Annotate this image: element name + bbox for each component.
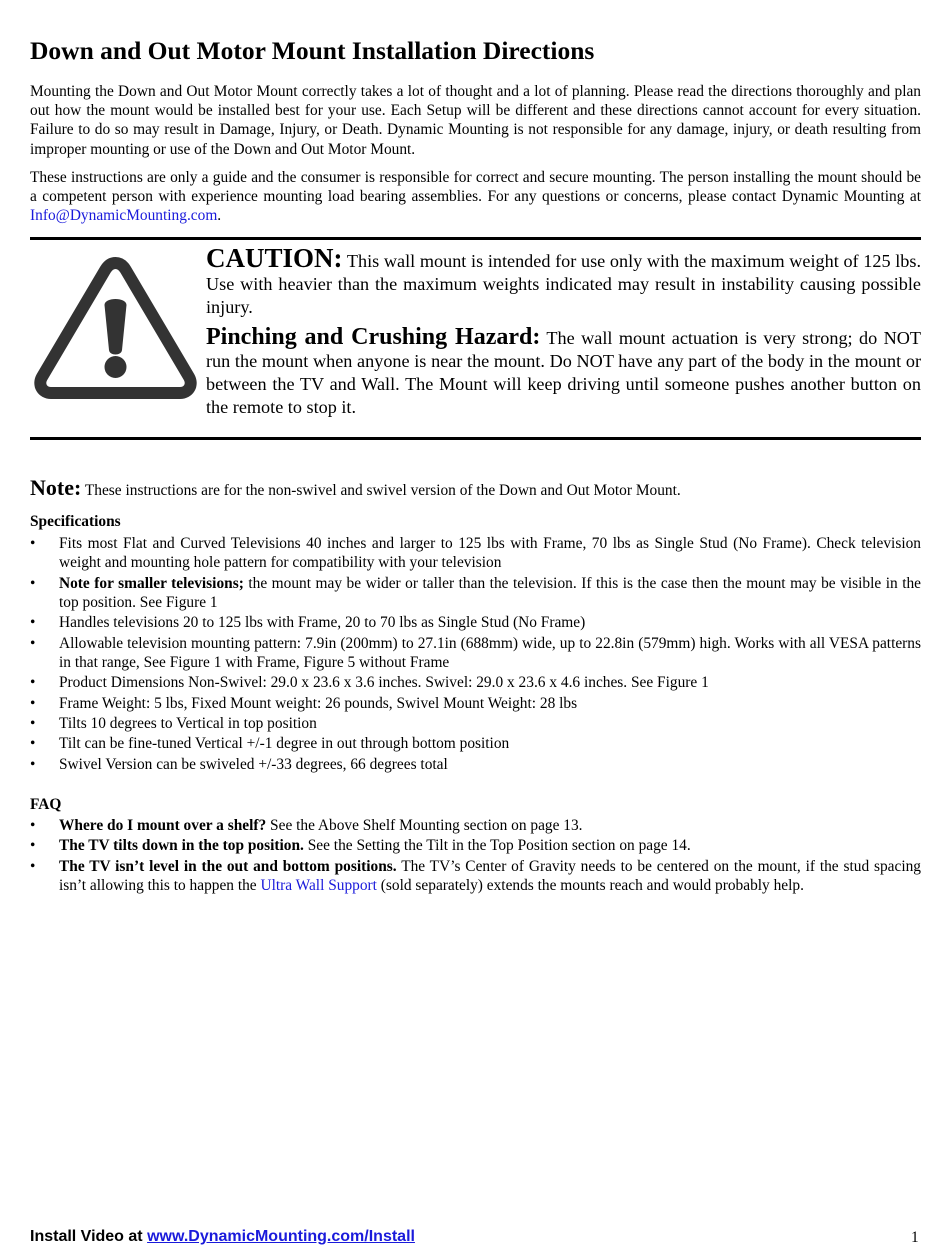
faq-question: Where do I mount over a shelf? — [59, 817, 267, 834]
spec-item-bold: Note for smaller televisions; — [59, 574, 244, 592]
page-number: 1 — [911, 1229, 919, 1246]
bullet: • — [30, 857, 36, 875]
caution-text: This wall mount is intended for use only with the maximum weight of 125 lbs. Use with heavier than the maximum weights indicated may result in instability causing possible injury. — [206, 251, 921, 317]
spec-list-item — [30, 673, 921, 692]
bullet: • — [30, 837, 36, 855]
footer-label: Install Video at — [30, 1228, 148, 1245]
faq-list — [30, 816, 921, 896]
spec-item-text: Product Dimensions Non-Swivel: 29.0 x 23.6 x 3.6 inches. Swivel: 29.0 x 23.6 x 4.6 inches. See Figure 1 — [59, 674, 709, 692]
intro-paragraph-2-end: . — [217, 207, 222, 225]
faq-heading: FAQ — [30, 796, 62, 813]
specifications-list — [30, 534, 921, 775]
caution-heading: CAUTION: — [206, 243, 343, 273]
intro-paragraph-2 — [30, 168, 921, 226]
bullet: • — [30, 755, 36, 773]
faq-answer: See the Setting the Tilt in the Top Position section on page 14. — [303, 837, 691, 855]
bullet: • — [30, 714, 36, 732]
spec-list-item — [30, 714, 921, 733]
bullet: • — [30, 817, 36, 834]
specifications-heading: Specifications — [30, 513, 121, 530]
divider-bottom — [30, 437, 921, 440]
spec-list-item — [30, 613, 921, 632]
faq-question: The TV isn’t level in the out and bottom positions. — [59, 857, 397, 875]
page-title: Down and Out Motor Mount Installation Directions — [30, 36, 595, 65]
spec-item-text: Fits most Flat and Curved Televisions 40 inches and larger to 125 lbs with Frame, 70 lbs as Single Stud (No Frame). Check television weight and mounting hole pattern for compatibility with your television — [59, 535, 921, 572]
warning-triangle-icon — [34, 255, 197, 399]
ultra-wall-support-link[interactable]: Ultra Wall Support — [260, 876, 377, 894]
bullet: • — [30, 674, 36, 692]
spec-list-item — [30, 734, 921, 753]
footer — [30, 1228, 415, 1246]
spec-list-item — [30, 534, 921, 572]
intro-paragraph-1: Mounting the Down and Out Motor Mount correctly takes a lot of thought and a lot of planning. Please read the directions thoroughly and plan out how the mount would be installed best for your use. Each Setup will be different and these directions cannot account for every situation. Failure to do so may result in Damage, Injury, or Death. Dynamic Mounting is not responsible for any damage, injury, or death resulting from improper mounting or use of the Down and Out Motor Mount. — [30, 83, 921, 158]
divider-top — [30, 237, 921, 240]
install-video-link[interactable]: www.DynamicMounting.com/Install — [147, 1228, 415, 1245]
spec-item-text: Handles televisions 20 to 125 lbs with Frame, 20 to 70 lbs as Single Stud (No Frame) — [59, 614, 586, 632]
intro-paragraph-2-text: These instructions are only a guide and the consumer is responsible for correct and secure mounting. The person installing the mount should be a competent person with experience mounting load bearing assemblies. For any questions or concerns, please contact Dynamic Mounting at — [30, 169, 921, 206]
note-heading: Note: — [30, 475, 82, 500]
pinching-hazard-notice — [206, 326, 921, 419]
bullet: • — [30, 535, 36, 552]
spec-list-item — [30, 694, 921, 713]
spec-list-item — [30, 574, 921, 612]
faq-list-item — [30, 857, 921, 895]
bullet: • — [30, 614, 36, 632]
bullet: • — [30, 634, 36, 652]
faq-list-item — [30, 836, 921, 855]
faq-answer-end: (sold separately) extends the mounts reach and would probably help. — [376, 876, 804, 894]
pinching-hazard-text: The wall mount actuation is very strong; do NOT run the mount when anyone is near the mount. Do NOT have any part of the body in the mount or between the TV and Wall. The Mount will keep driving until someone pushes another button on the remote to stop it. — [206, 328, 922, 417]
spec-item-text: Tilt can be fine-tuned Vertical +/-1 degree in out through bottom position — [59, 735, 510, 753]
spec-item-text: Frame Weight: 5 lbs, Fixed Mount weight: 26 pounds, Swivel Mount Weight: 28 lbs — [59, 694, 578, 712]
pinching-hazard-heading: Pinching and Crushing Hazard: — [206, 324, 541, 350]
caution-notice — [206, 243, 921, 319]
spec-item-text: Swivel Version can be swiveled +/-33 degrees, 66 degrees total — [59, 755, 448, 773]
faq-list-item — [30, 816, 921, 835]
note-line — [30, 475, 921, 501]
bullet: • — [30, 694, 36, 712]
faq-answer: See the Above Shelf Mounting section on page 13. — [266, 817, 583, 834]
spec-item-text: Allowable television mounting pattern: 7.9in (200mm) to 27.1in (688mm) wide, up to 22.8in (579mm) high. Works with all VESA patterns in that range, See Figure 1 with Frame, Figure 5 without Frame — [59, 634, 921, 671]
spec-list-item — [30, 634, 921, 672]
spec-item-text: Tilts 10 degrees to Vertical in top position — [59, 714, 317, 732]
note-text: These instructions are for the non-swivel and swivel version of the Down and Out Motor Mount. — [81, 482, 681, 499]
spec-item-text: the mount may be wider or taller than the television. If this is the case then the mount may be visible in the top position. See Figure 1 — [59, 574, 921, 611]
bullet: • — [30, 735, 36, 753]
faq-question: The TV tilts down in the top position. — [59, 837, 304, 855]
faq-answer: The TV’s Center of Gravity needs to be centered on the mount, if the stud spacing isn’t allowing this to happen the — [59, 857, 921, 894]
bullet: • — [30, 574, 36, 592]
contact-email-link[interactable]: Info@DynamicMounting.com — [30, 207, 218, 225]
spec-list-item — [30, 755, 921, 774]
